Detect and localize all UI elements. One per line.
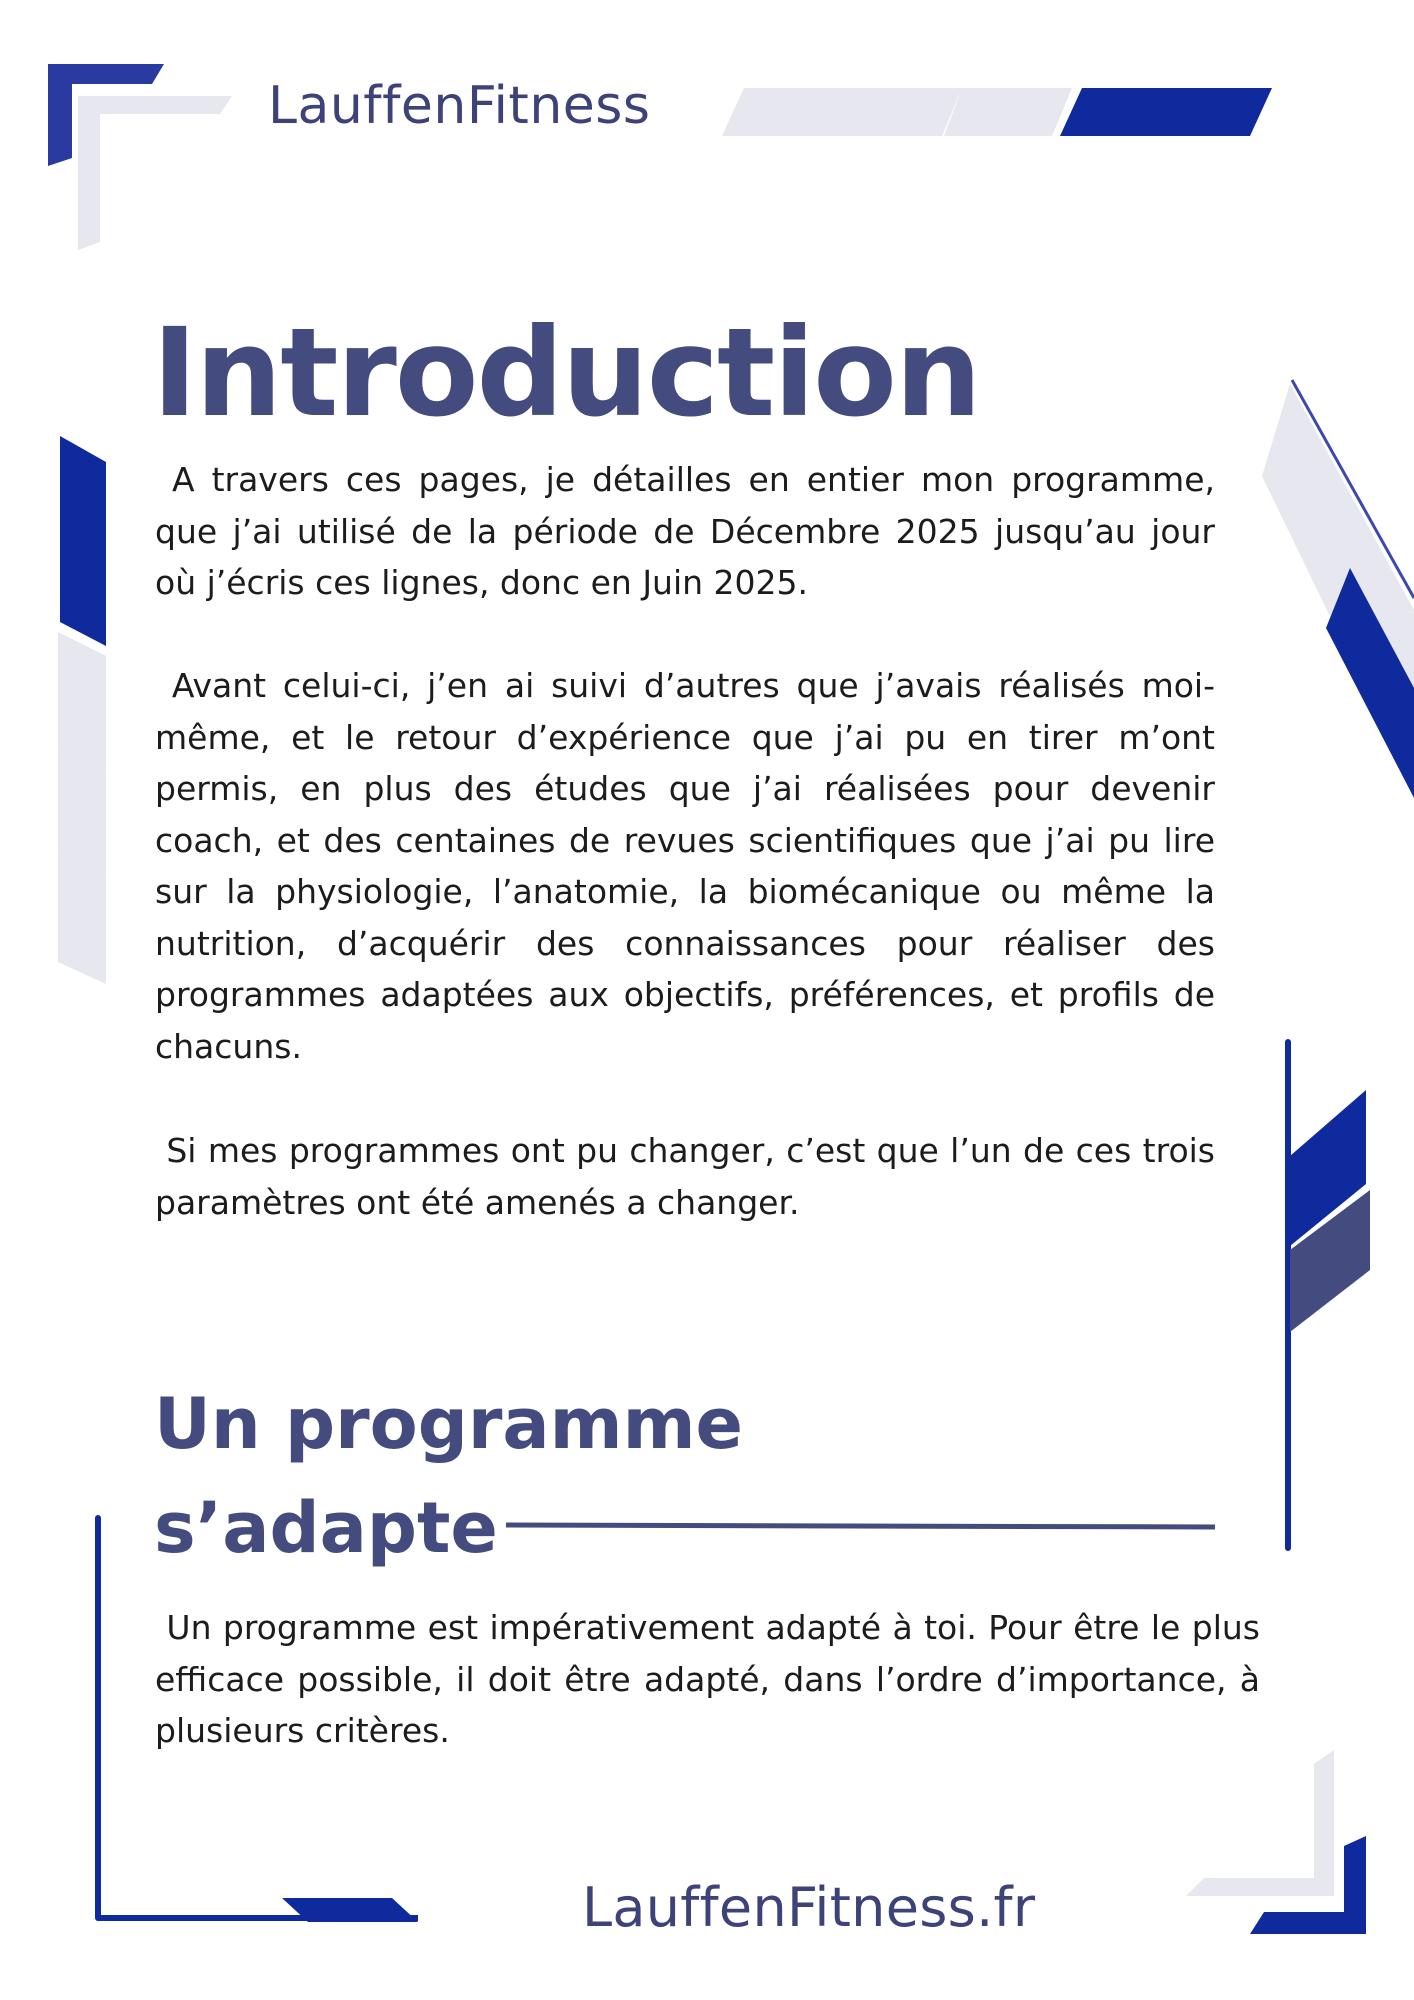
- header-stripe-3: [944, 88, 1072, 136]
- left-stripe-gray-1: [58, 632, 106, 770]
- section-heading-line-1: Un programme: [154, 1383, 743, 1465]
- left-stripe-navy: [60, 436, 106, 646]
- right-diagonal-gray: [1262, 384, 1414, 790]
- website-link[interactable]: LauffenFitness.fr: [582, 1876, 1036, 1939]
- section-paragraph: Un programme est impérativement adapté à toi. Pour être le plus efficace possible, il doit être adapté, dans l’ordre d’importance, à plusieurs critères.: [155, 1608, 1260, 1750]
- intro-paragraph-1: A travers ces pages, je détailles en entier mon programme, que j’ai utilisé de la période de Décembre 2025 jusqu’au jour où j’écris ces lignes, donc en Juin 2025.: [155, 460, 1215, 602]
- bottom-right-bracket-gray: [1186, 1750, 1334, 1896]
- intro-paragraph-3: Si mes programmes ont pu changer, c’est que l’un de ces trois paramètres ont été amenés a changer.: [155, 1131, 1215, 1222]
- header-stripe-2: [836, 88, 962, 136]
- section-heading: [154, 1372, 743, 1580]
- page-title: Introduction: [152, 302, 980, 444]
- section-heading-line-2: s’adapte: [154, 1487, 498, 1569]
- intro-paragraph-2: Avant celui-ci, j’en ai suivi d’autres que j’avais réalisés moi-même, et le retour d’expérience que j’ai pu en tirer m’ont permis, en plus des études que j’ai réalisées pour devenir coach, et des centaines de revues scientifiques que j’ai pu lire sur la physiologie, l’anatomie, la biomécanique ou même la nutrition, d’acquérir des connaissances pour réaliser des programmes adaptées aux objectifs, préférences, et profils de chacuns.: [155, 666, 1215, 1066]
- right-diagonal-line: [1292, 380, 1414, 598]
- bottom-right-bracket-navy: [1250, 1836, 1366, 1934]
- corner-bracket-gray: [78, 96, 232, 250]
- header-stripe-1: [722, 88, 856, 136]
- right-chevron-navy: [1290, 1090, 1366, 1246]
- right-chevron-slate: [1290, 1190, 1370, 1332]
- left-stripe-gray-3: [58, 854, 106, 984]
- left-stripe-gray-2: [58, 746, 106, 878]
- bottom-left-tab: [282, 1898, 418, 1922]
- header-stripe-navy: [1060, 88, 1272, 136]
- brand-logo-text: LauffenFitness: [268, 76, 651, 136]
- right-diagonal-navy: [1326, 568, 1414, 798]
- corner-bracket-navy: [48, 64, 164, 166]
